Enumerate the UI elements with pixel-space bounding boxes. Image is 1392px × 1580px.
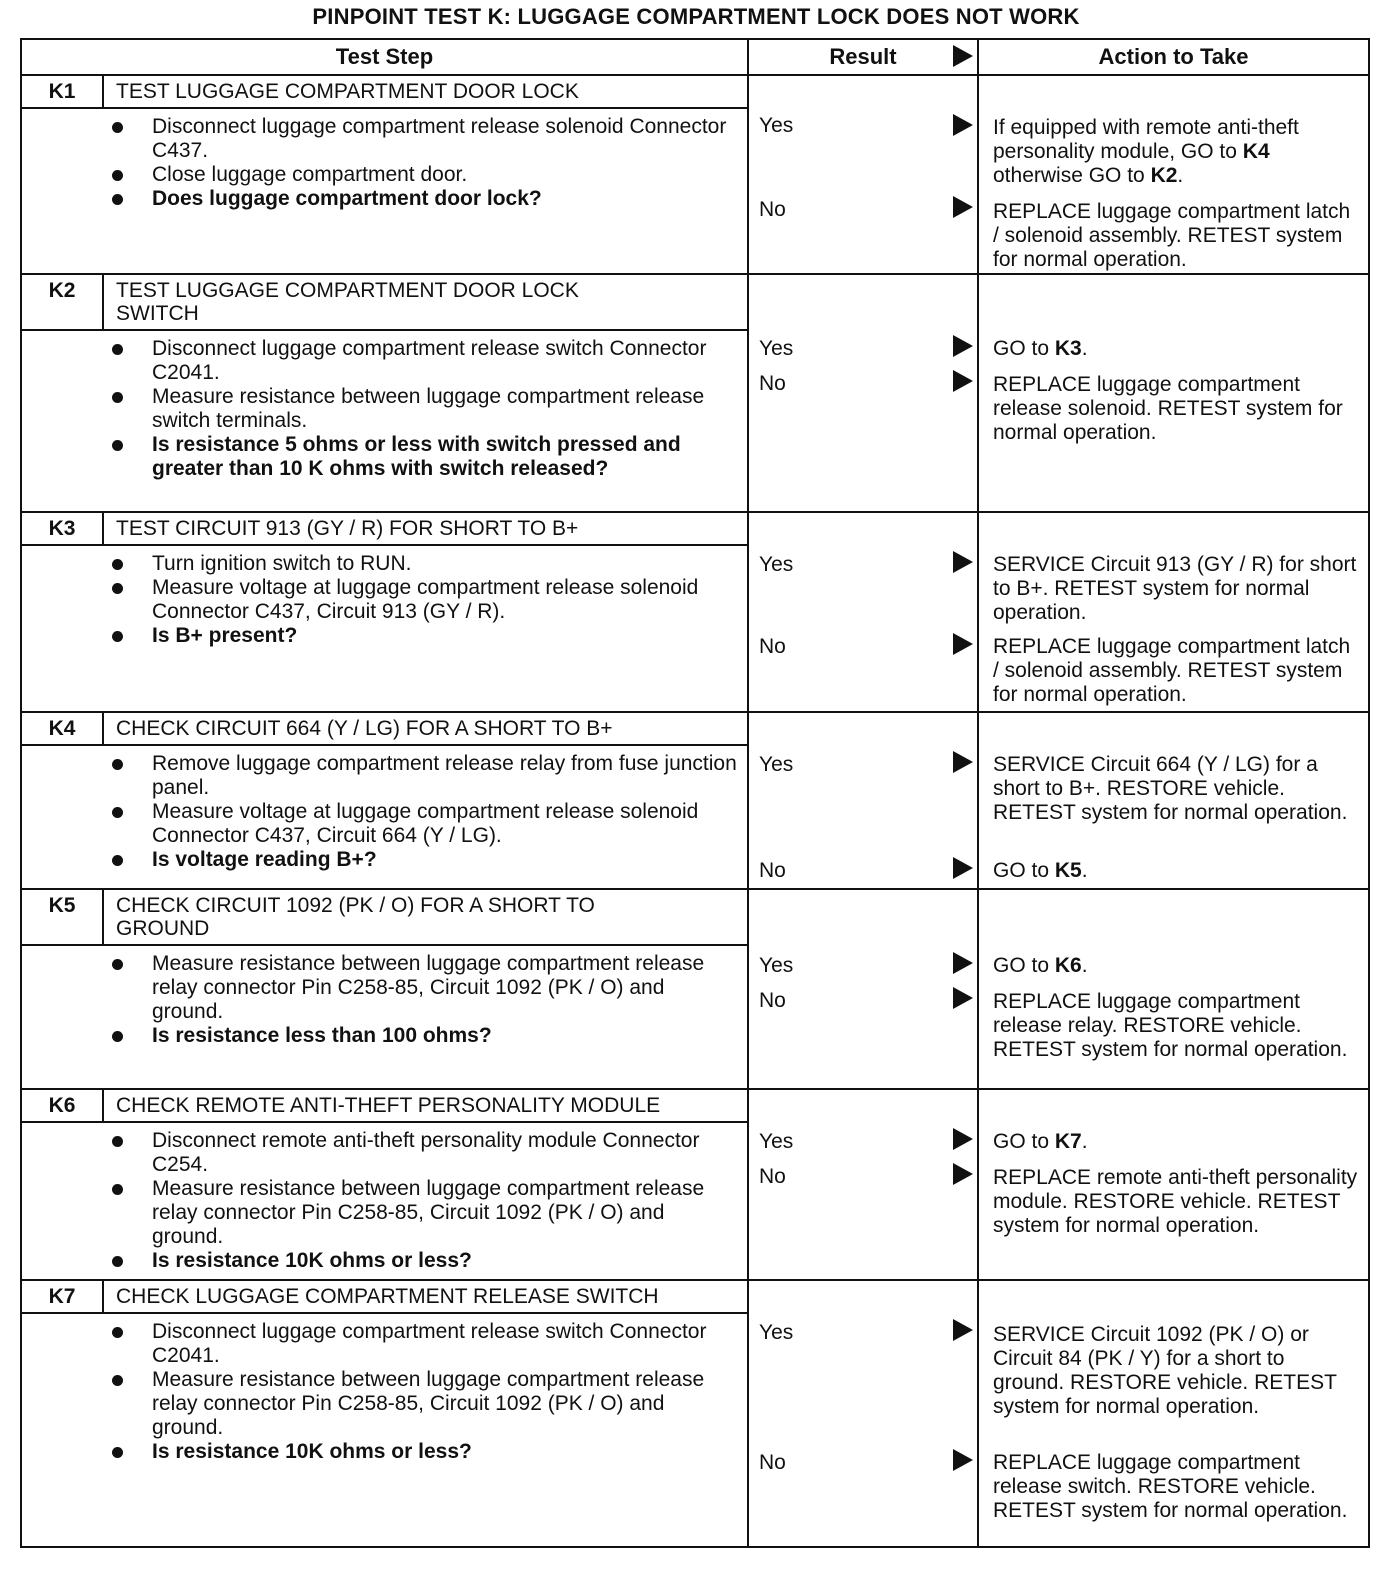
result-no: No <box>759 989 786 1012</box>
step-instructions <box>22 946 747 1054</box>
arrow-right-icon <box>953 952 973 974</box>
step-title: TEST LUGGAGE COMPARTMENT DOOR LOCK SWITCH <box>116 279 579 325</box>
arrow-right-icon <box>953 551 973 573</box>
instruction-item: Close luggage compartment door. <box>112 163 737 187</box>
step-id: K4 <box>22 713 104 744</box>
arrow-right-icon <box>953 987 973 1009</box>
instruction-item: Measure voltage at luggage compartment release solenoid Connector C437, Circuit 913 (GY / R). <box>112 576 737 624</box>
instruction-item: Disconnect luggage compartment release switch Connector C2041. <box>112 337 737 385</box>
step-instructions <box>22 1314 747 1470</box>
action-yes: SERVICE Circuit 1092 (PK / O) or Circuit 84 (PK / Y) for a short to ground. RESTORE vehicle. RETEST system for normal operation. <box>993 1323 1337 1418</box>
action-yes: GO to K6. <box>993 954 1088 977</box>
arrow-right-icon <box>953 633 973 655</box>
result-no: No <box>759 1451 786 1474</box>
instruction-question: Is resistance 10K ohms or less? <box>112 1249 737 1273</box>
step-title: CHECK CIRCUIT 1092 (PK / O) FOR A SHORT TO GROUND <box>116 894 595 940</box>
action-yes: SERVICE Circuit 913 (GY / R) for short to B+. RETEST system for normal operation. <box>993 553 1357 624</box>
arrow-right-icon <box>953 751 973 773</box>
arrow-right-icon <box>953 1319 973 1341</box>
step-title: CHECK REMOTE ANTI-THEFT PERSONALITY MODULE <box>116 1094 661 1117</box>
instruction-item: Measure resistance between luggage compartment release relay connector Pin C258-85, Circuit 1092 (PK / O) and ground. <box>112 1177 737 1249</box>
action-no: REPLACE luggage compartment latch / solenoid assembly. RETEST system for normal operation. <box>993 635 1351 706</box>
instruction-item: Measure resistance between luggage compartment release relay connector Pin C258-85, Circuit 1092 (PK / O) and ground. <box>112 952 737 1024</box>
result-no: No <box>759 372 786 395</box>
result-no: No <box>759 635 786 658</box>
action-yes: SERVICE Circuit 664 (Y / LG) for a short to B+. RESTORE vehicle. RETEST system for normal operation. <box>993 753 1348 824</box>
arrow-right-icon <box>953 45 973 67</box>
result-no: No <box>759 198 786 221</box>
instruction-item: Remove luggage compartment release relay from fuse junction panel. <box>112 752 737 800</box>
step-row-k4 <box>22 713 1368 890</box>
step-id: K2 <box>22 275 104 329</box>
step-title: CHECK LUGGAGE COMPARTMENT RELEASE SWITCH <box>116 1285 659 1308</box>
header-test-step: Test Step <box>22 40 749 74</box>
instruction-question: Is resistance 5 ohms or less with switch pressed and greater than 10 K ohms with switch released? <box>112 433 737 481</box>
step-id: K5 <box>22 890 104 944</box>
result-yes: Yes <box>759 337 794 360</box>
result-no: No <box>759 859 786 882</box>
step-title: TEST LUGGAGE COMPARTMENT DOOR LOCK <box>116 80 579 103</box>
step-row-k6 <box>22 1090 1368 1281</box>
pinpoint-test-table <box>20 38 1370 1548</box>
arrow-right-icon <box>953 1128 973 1150</box>
step-row-k3 <box>22 513 1368 713</box>
step-instructions <box>22 109 747 217</box>
action-no: GO to K5. <box>993 859 1088 882</box>
step-instructions <box>22 546 747 654</box>
step-row-k7 <box>22 1281 1368 1546</box>
arrow-right-icon <box>953 370 973 392</box>
instruction-question: Is B+ present? <box>112 624 737 648</box>
result-yes: Yes <box>759 1321 794 1344</box>
action-yes: GO to K7. <box>993 1130 1088 1153</box>
instruction-item: Disconnect luggage compartment release switch Connector C2041. <box>112 1320 737 1368</box>
action-no: REPLACE luggage compartment latch / solenoid assembly. RETEST system for normal operation. <box>993 200 1351 271</box>
step-id: K3 <box>22 513 104 544</box>
result-yes: Yes <box>759 954 794 977</box>
header-result <box>749 40 979 74</box>
arrow-right-icon <box>953 335 973 357</box>
table-header <box>22 40 1368 76</box>
step-id: K6 <box>22 1090 104 1121</box>
step-id: K1 <box>22 76 104 107</box>
action-no: REPLACE luggage compartment release switch. RESTORE vehicle. RETEST system for normal operation. <box>993 1451 1348 1522</box>
action-no: REPLACE remote anti-theft personality module. RESTORE vehicle. RETEST system for normal operation. <box>993 1166 1358 1237</box>
header-action: Action to Take <box>1098 44 1249 69</box>
result-yes: Yes <box>759 1130 794 1153</box>
arrow-right-icon <box>953 1449 973 1471</box>
arrow-right-icon <box>953 1163 973 1185</box>
arrow-right-icon <box>953 857 973 879</box>
page-title: PINPOINT TEST K: LUGGAGE COMPARTMENT LOCK DOES NOT WORK <box>312 4 1080 29</box>
instruction-question: Does luggage compartment door lock? <box>112 187 737 211</box>
instruction-item: Measure voltage at luggage compartment release solenoid Connector C437, Circuit 664 (Y / LG). <box>112 800 737 848</box>
result-yes: Yes <box>759 753 794 776</box>
instruction-question: Is resistance less than 100 ohms? <box>112 1024 737 1048</box>
header-result-label: Result <box>829 44 897 69</box>
instruction-item: Measure resistance between luggage compartment release switch terminals. <box>112 385 737 433</box>
arrow-right-icon <box>953 114 973 136</box>
action-no: REPLACE luggage compartment release solenoid. RETEST system for normal operation. <box>993 373 1343 444</box>
step-instructions <box>22 331 747 487</box>
step-row-k5 <box>22 890 1368 1090</box>
step-row-k2 <box>22 275 1368 513</box>
arrow-right-icon <box>953 196 973 218</box>
instruction-item: Turn ignition switch to RUN. <box>112 552 737 576</box>
step-instructions <box>22 1123 747 1279</box>
instruction-item: Disconnect luggage compartment release solenoid Connector C437. <box>112 115 737 163</box>
instruction-item: Measure resistance between luggage compartment release relay connector Pin C258-85, Circuit 1092 (PK / O) and ground. <box>112 1368 737 1440</box>
instruction-question: Is voltage reading B+? <box>112 848 737 872</box>
step-title: CHECK CIRCUIT 664 (Y / LG) FOR A SHORT TO B+ <box>116 717 613 740</box>
instruction-item: Disconnect remote anti-theft personality module Connector C254. <box>112 1129 737 1177</box>
step-title: TEST CIRCUIT 913 (GY / R) FOR SHORT TO B+ <box>116 517 579 540</box>
result-no: No <box>759 1165 786 1188</box>
result-yes: Yes <box>759 553 794 576</box>
result-yes: Yes <box>759 114 794 137</box>
step-instructions <box>22 746 747 878</box>
step-id: K7 <box>22 1281 104 1312</box>
action-yes: If equipped with remote anti-theft personality module, GO to K4 otherwise GO to K2. <box>993 116 1299 187</box>
action-yes: GO to K3. <box>993 337 1088 360</box>
step-row-k1 <box>22 76 1368 275</box>
action-no: REPLACE luggage compartment release relay. RESTORE vehicle. RETEST system for normal operation. <box>993 990 1348 1061</box>
instruction-question: Is resistance 10K ohms or less? <box>112 1440 737 1464</box>
